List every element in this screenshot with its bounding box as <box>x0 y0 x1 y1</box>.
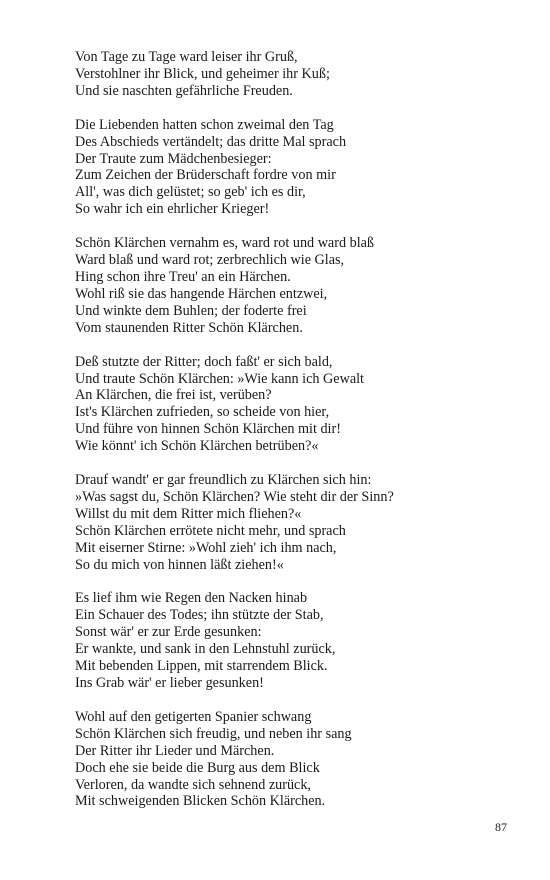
poem-line: Zum Zeichen der Brüderschaft fordre von mir <box>75 167 336 184</box>
poem-line: Und führe von hinnen Schön Klärchen mit dir! <box>75 421 341 438</box>
poem-line: Wie könnt' ich Schön Klärchen betrüben?« <box>75 438 319 455</box>
poem-line: Hing schon ihre Treu' an ein Härchen. <box>75 268 291 285</box>
poem-line: Von Tage zu Tage ward leiser ihr Gruß, <box>75 49 298 65</box>
poem-line: Mit bebenden Lippen, mit starrendem Blick. <box>75 658 328 675</box>
poem-line: Und sie naschten gefährliche Freuden. <box>75 82 293 99</box>
poem-line: Ein Schauer des Todes; ihn stützte der Stab, <box>75 607 324 624</box>
poem-line: So du mich von hinnen läßt ziehen!« <box>75 556 284 573</box>
poem-line: Verloren, da wandte sich sehnend zurück, <box>75 776 311 793</box>
page-number: 87 <box>495 820 507 834</box>
poem-line: Und traute Schön Klärchen: »Wie kann ich Gewalt <box>75 370 364 387</box>
poem-line: Er wankte, und sank in den Lehnstuhl zurück, <box>75 641 336 658</box>
poem-line: Vom staunenden Ritter Schön Klärchen. <box>75 319 303 336</box>
poem-line: Mit eiserner Stirne: »Wohl zieh' ich ihm nach, <box>75 539 337 556</box>
poem-line: »Was sagst du, Schön Klärchen? Wie steht dir der Sinn? <box>75 488 394 505</box>
poem-line: Es lief ihm wie Regen den Nacken hinab <box>75 590 308 607</box>
stanza <box>75 354 515 455</box>
poem-line: Die Liebenden hatten schon zweimal den Tag <box>75 116 334 133</box>
poem-line: Wohl auf den getigerten Spanier schwang <box>75 708 312 725</box>
stanza <box>75 117 515 218</box>
poem-line: Schön Klärchen errötete nicht mehr, und sprach <box>75 522 346 539</box>
poem-line: Drauf wandt' er gar freundlich zu Klärchen sich hin: <box>75 472 372 489</box>
poem-line: Mit schweigenden Blicken Schön Klärchen. <box>75 793 326 810</box>
poem-line: Ward blaß und ward rot; zerbrechlich wie Glas, <box>75 252 345 269</box>
stanza <box>75 709 515 810</box>
poem-line: So wahr ich ein ehrlicher Krieger! <box>75 201 270 218</box>
poem-line: Doch ehe sie beide die Burg aus dem Blick <box>75 759 320 776</box>
poem-text <box>75 49 515 827</box>
poem-line: Und winkte dem Buhlen; der foderte frei <box>75 302 307 319</box>
poem-line: Schön Klärchen vernahm es, ward rot und ward blaß <box>75 235 375 252</box>
poem-line: Deß stutzte der Ritter; doch faßt' er sich bald, <box>75 353 333 370</box>
poem-line: Ins Grab wär' er lieber gesunken! <box>75 675 264 691</box>
poem-line: Verstohlner ihr Blick, und geheimer ihr Kuß; <box>75 65 330 82</box>
stanza <box>75 590 515 691</box>
stanza <box>75 235 515 336</box>
poem-line: Ist's Klärchen zufrieden, so scheide von hier, <box>75 404 330 421</box>
poem-line: Sonst wär' er zur Erde gesunken: <box>75 624 262 641</box>
stanza <box>75 49 515 100</box>
poem-line: Willst du mit dem Ritter mich fliehen?« <box>75 505 302 522</box>
poem-line: All', was dich gelüstet; so geb' ich es dir, <box>75 184 306 201</box>
poem-line: Schön Klärchen sich freudig, und neben ihr sang <box>75 725 352 742</box>
poem-line: Des Abschieds vertändelt; das dritte Mal sprach <box>75 133 347 150</box>
poem-line: Der Traute zum Mädchenbesieger: <box>75 150 272 167</box>
stanza <box>75 472 515 573</box>
poem-line: Der Ritter ihr Lieder und Märchen. <box>75 742 275 759</box>
poem-line: Wohl riß sie das hangende Härchen entzwei, <box>75 285 328 302</box>
poem-line: An Klärchen, die frei ist, verüben? <box>75 387 272 404</box>
